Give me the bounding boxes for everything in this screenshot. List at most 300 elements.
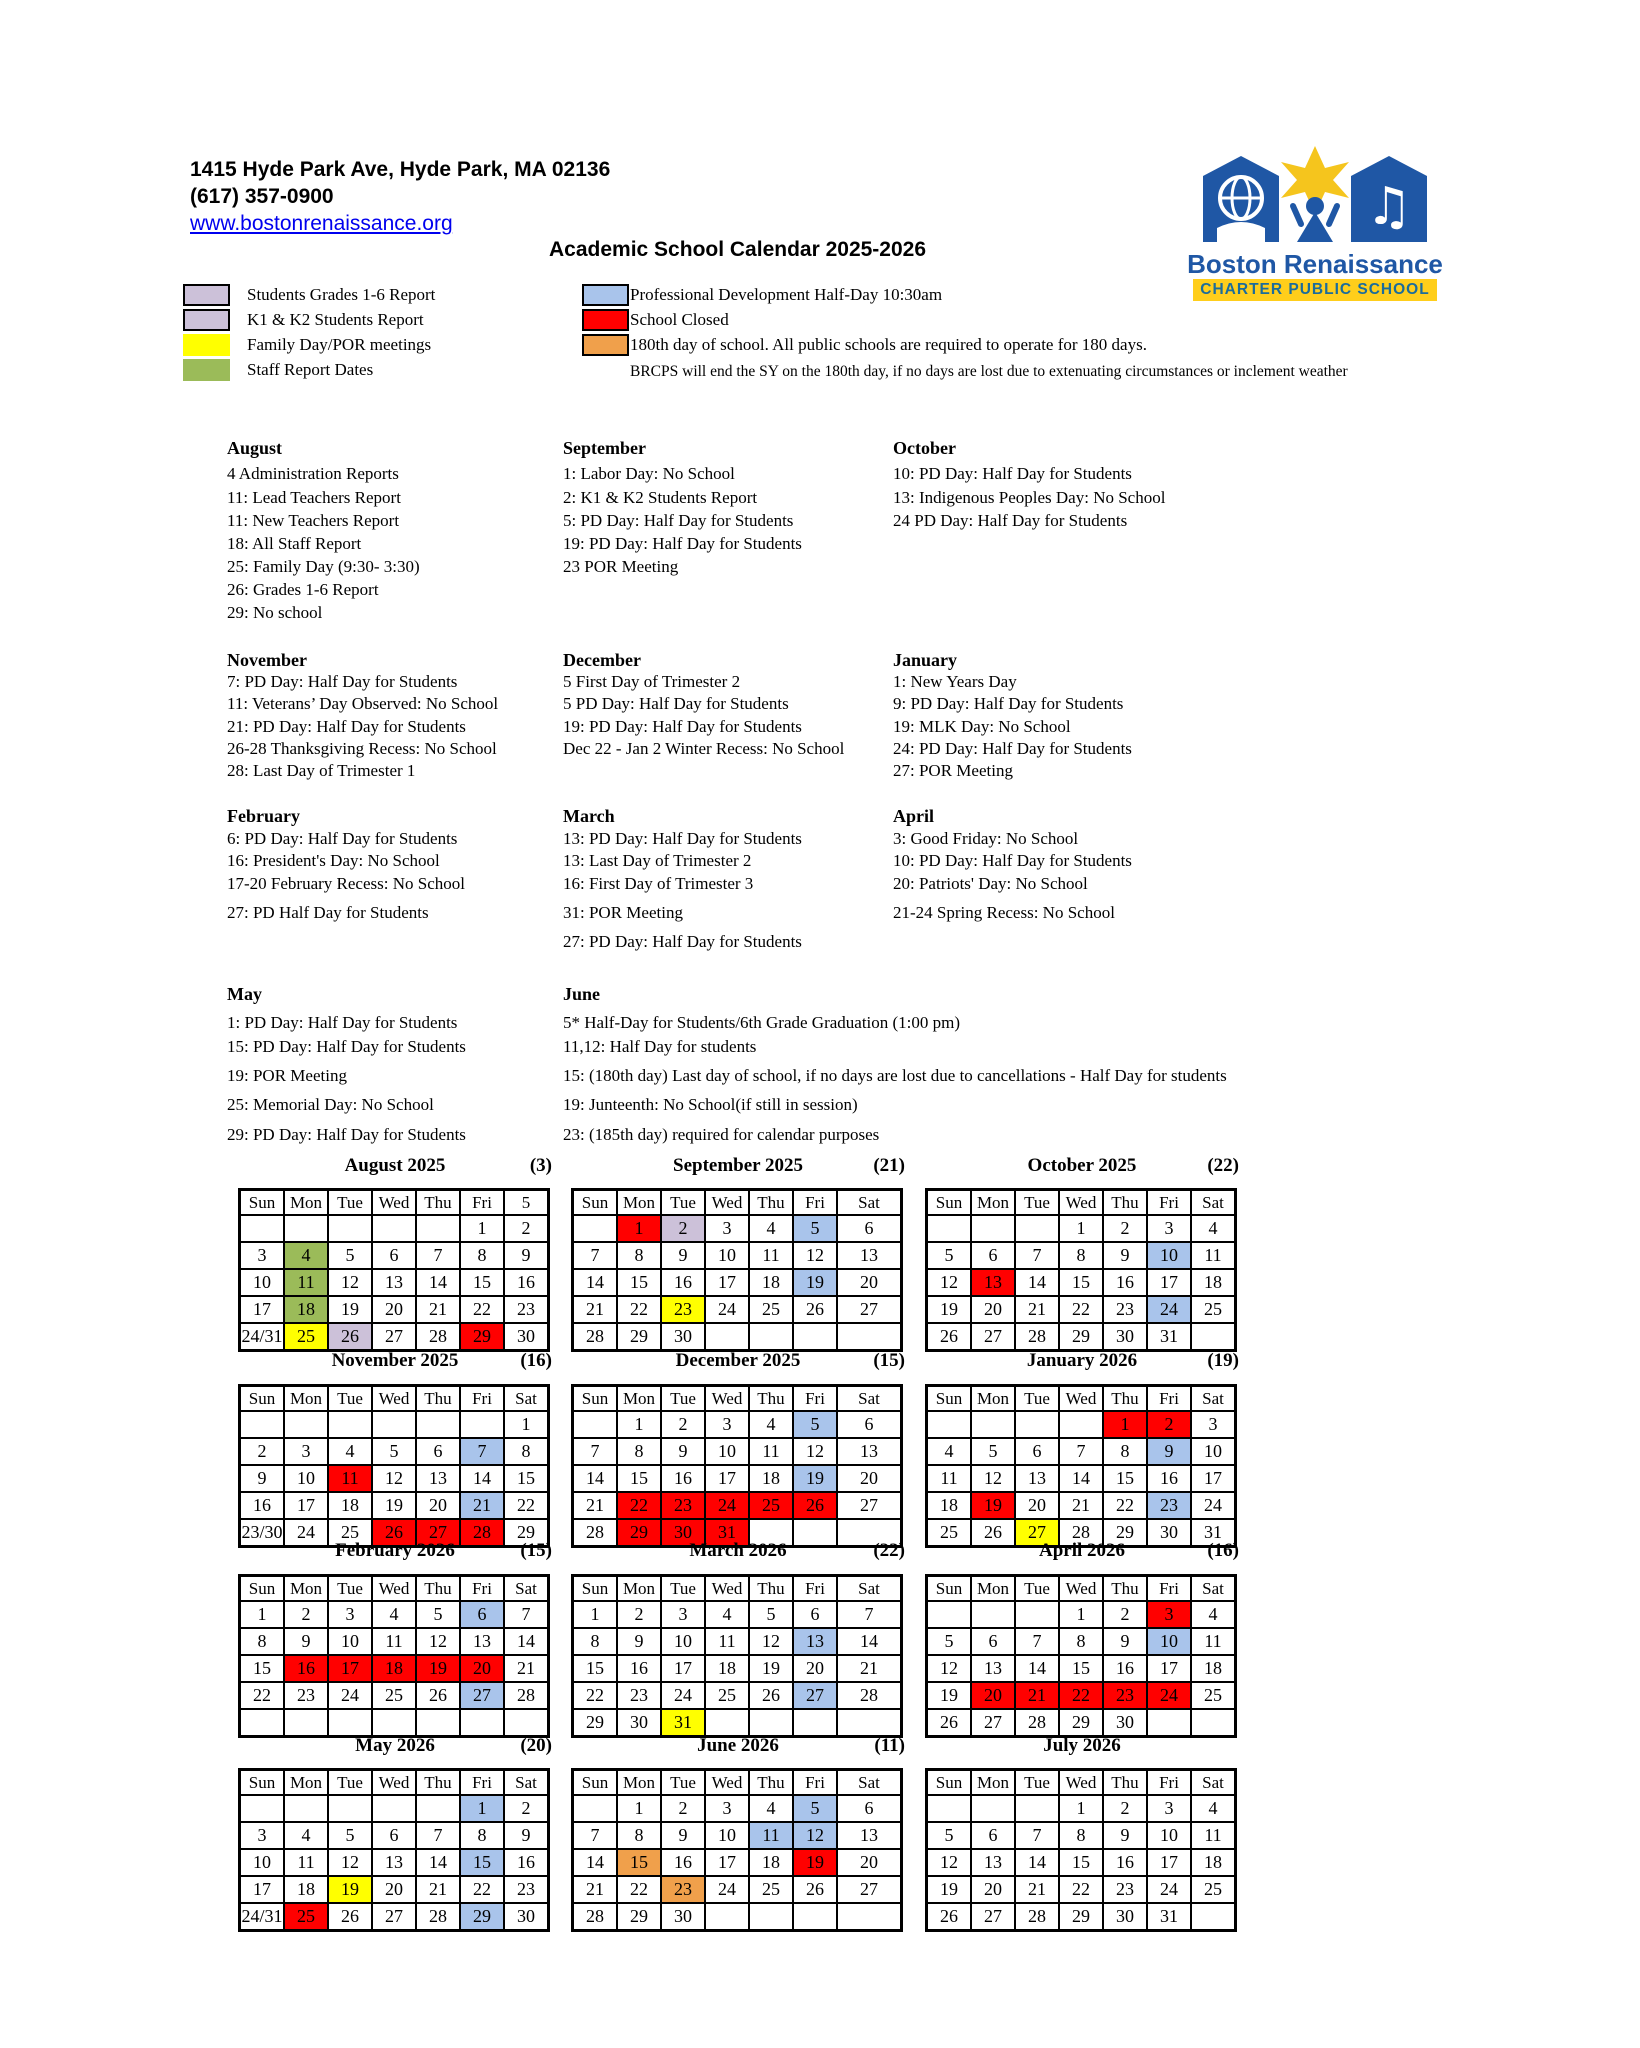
calendar-weekday-header: Tue (661, 1190, 705, 1216)
calendar-month-label: August 2025 (344, 1155, 446, 1176)
calendar-day-cell: 2 (661, 1411, 705, 1438)
calendar-day-cell: 4 (749, 1215, 793, 1242)
calendar-weekday-header: Tue (328, 1770, 372, 1796)
logo-tagline: CHARTER PUBLIC SCHOOL (1193, 279, 1436, 301)
calendar-day-cell: 9 (617, 1628, 661, 1655)
calendar-day-cell: 8 (617, 1822, 661, 1849)
calendar-day-cell: 11 (328, 1465, 372, 1492)
calendar-day-cell: 25 (749, 1492, 793, 1519)
event-item: 18: All Staff Report (227, 534, 362, 553)
calendar-weekday-header: Fri (793, 1386, 837, 1412)
calendar-day-cell: 26 (927, 1903, 972, 1931)
calendar-day-cell: 22 (617, 1296, 661, 1323)
event-item: 13: PD Day: Half Day for Students (563, 829, 802, 848)
month-events-december (563, 650, 845, 758)
calendar-day-cell: 15 (617, 1849, 661, 1876)
calendar-weekday-header: Tue (1015, 1770, 1059, 1796)
calendar-empty-cell (705, 1323, 749, 1351)
calendar-day-cell: 21 (837, 1655, 902, 1682)
calendar-day-cell: 15 (617, 1269, 661, 1296)
calendar-empty-cell (372, 1411, 416, 1438)
calendar-day-cell: 28 (573, 1519, 618, 1547)
calendar-empty-cell (749, 1323, 793, 1351)
month-events-april (893, 806, 1132, 922)
calendar-day-cell: 22 (460, 1876, 504, 1903)
event-item: 13: Indigenous Peoples Day: No School (893, 488, 1166, 507)
calendar-weekday-header: Wed (705, 1576, 749, 1602)
calendar-day-cell: 19 (749, 1655, 793, 1682)
calendar-day-cell: 17 (1147, 1655, 1191, 1682)
calendar-day-cell: 24 (661, 1682, 705, 1709)
calendar-day-cell: 22 (1103, 1492, 1147, 1519)
event-item: 4 Administration Reports (227, 464, 399, 483)
calendar-day-cell: 4 (927, 1438, 972, 1465)
calendar-weekday-header: Wed (1059, 1770, 1103, 1796)
calendar-day-cell: 28 (837, 1682, 902, 1709)
calendar-empty-cell (971, 1215, 1015, 1242)
calendar-weekday-header: Sat (504, 1386, 549, 1412)
calendar-day-cell: 4 (705, 1601, 749, 1628)
calendar-day-cell: 5 (793, 1795, 837, 1822)
calendar-weekday-header: Wed (705, 1770, 749, 1796)
calendar-day-count: (19) (1207, 1350, 1239, 1371)
calendar-weekday-header: Tue (328, 1576, 372, 1602)
calendar-day-count: (22) (873, 1540, 905, 1561)
calendar-day-cell: 16 (661, 1465, 705, 1492)
calendar-grid-may-2026 (238, 1768, 550, 1932)
calendar-day-cell: 9 (661, 1242, 705, 1269)
calendar-day-cell: 3 (1147, 1795, 1191, 1822)
calendar-day-cell: 7 (1015, 1242, 1059, 1269)
calendar-day-cell: 10 (1191, 1438, 1236, 1465)
calendar-day-cell: 15 (240, 1655, 285, 1682)
calendar-day-cell: 29 (504, 1519, 549, 1547)
calendar-weekday-header: Sat (504, 1576, 549, 1602)
calendar-day-cell: 26 (372, 1519, 416, 1547)
calendar-day-cell: 6 (416, 1438, 460, 1465)
calendar-day-cell: 6 (372, 1242, 416, 1269)
calendar-day-cell: 1 (573, 1601, 618, 1628)
calendar-day-cell: 23 (1147, 1492, 1191, 1519)
calendar-day-cell: 16 (1103, 1655, 1147, 1682)
calendar-day-cell: 13 (971, 1849, 1015, 1876)
calendar-empty-cell (328, 1215, 372, 1242)
calendar-weekday-header: Fri (460, 1576, 504, 1602)
calendar-day-cell: 3 (705, 1411, 749, 1438)
calendar-weekday-header: Tue (328, 1386, 372, 1412)
calendar-day-cell: 3 (661, 1601, 705, 1628)
calendar-title (925, 1540, 1239, 1562)
calendar-day-cell: 23 (1103, 1682, 1147, 1709)
calendar-weekday-header: Fri (793, 1576, 837, 1602)
calendar-empty-cell (573, 1215, 618, 1242)
calendar-day-cell: 27 (837, 1296, 902, 1323)
calendar-day-cell: 8 (573, 1628, 618, 1655)
calendar-weekday-header: Tue (661, 1386, 705, 1412)
calendar-day-cell: 18 (1191, 1655, 1236, 1682)
calendar-day-cell: 22 (617, 1876, 661, 1903)
calendar-title (571, 1350, 905, 1372)
calendar-day-cell: 20 (971, 1682, 1015, 1709)
calendar-day-cell: 10 (1147, 1628, 1191, 1655)
calendar-day-cell: 18 (705, 1655, 749, 1682)
calendar-day-cell: 20 (793, 1655, 837, 1682)
calendar-day-cell: 7 (573, 1242, 618, 1269)
calendar-empty-cell (1015, 1601, 1059, 1628)
calendar-weekday-header: Fri (1147, 1386, 1191, 1412)
calendar-day-cell: 18 (749, 1269, 793, 1296)
calendar-day-cell: 9 (1103, 1822, 1147, 1849)
calendar-day-cell: 4 (749, 1411, 793, 1438)
calendar-day-cell: 23 (1103, 1876, 1147, 1903)
event-item: 29: No school (227, 603, 323, 622)
school-website-link[interactable]: www.bostonrenaissance.org (190, 212, 453, 235)
calendar-day-cell: 3 (240, 1242, 285, 1269)
calendar-month-label: February 2026 (335, 1540, 455, 1561)
calendar-weekday-header: Fri (793, 1770, 837, 1796)
calendar-day-cell: 17 (1147, 1849, 1191, 1876)
calendar-grid-july-2026 (925, 1768, 1237, 1932)
calendar-empty-cell (749, 1709, 793, 1737)
calendar-empty-cell (284, 1709, 328, 1737)
calendar-day-cell: 28 (504, 1682, 549, 1709)
calendar-day-cell: 12 (328, 1269, 372, 1296)
calendar-day-cell: 19 (793, 1849, 837, 1876)
calendar-day-cell: 11 (1191, 1822, 1236, 1849)
calendar-day-count: (22) (1207, 1155, 1239, 1176)
calendar-day-cell: 24 (1147, 1682, 1191, 1709)
calendar-day-cell: 3 (240, 1822, 285, 1849)
calendar-day-cell: 6 (837, 1411, 902, 1438)
calendar-weekday-header: Fri (460, 1386, 504, 1412)
legend-label: Students Grades 1-6 Report (247, 285, 436, 304)
month-events-october (893, 438, 1166, 530)
calendar-day-cell: 10 (1147, 1822, 1191, 1849)
calendar-day-cell: 7 (1015, 1822, 1059, 1849)
calendar-empty-cell (1191, 1323, 1236, 1351)
calendar-day-cell: 31 (1147, 1903, 1191, 1931)
calendar-title (571, 1735, 905, 1757)
legend-swatch (183, 359, 230, 381)
calendar-day-cell: 18 (1191, 1849, 1236, 1876)
calendar-day-cell: 21 (416, 1296, 460, 1323)
calendar-day-cell: 12 (416, 1628, 460, 1655)
calendar-day-cell: 11 (372, 1628, 416, 1655)
calendar-day-cell: 15 (460, 1269, 504, 1296)
calendar-day-cell: 25 (1191, 1296, 1236, 1323)
calendar-day-cell: 21 (1015, 1296, 1059, 1323)
calendar-day-cell: 17 (240, 1296, 285, 1323)
calendar-day-cell: 26 (927, 1323, 972, 1351)
calendar-day-cell: 22 (504, 1492, 549, 1519)
calendar-weekday-header: Thu (416, 1386, 460, 1412)
calendar-day-cell: 23 (504, 1876, 549, 1903)
calendar-day-cell: 3 (1191, 1411, 1236, 1438)
calendar-weekday-header: Sat (1191, 1770, 1236, 1796)
calendar-day-cell: 1 (1059, 1795, 1103, 1822)
event-item: 15: PD Day: Half Day for Students (227, 1037, 466, 1056)
month-events-title: March (563, 806, 615, 826)
calendar-weekday-header: Sat (837, 1386, 902, 1412)
calendar-weekday-header: Fri (1147, 1576, 1191, 1602)
event-item: 20: Patriots' Day: No School (893, 874, 1088, 893)
calendar-empty-cell (971, 1601, 1015, 1628)
calendar-day-cell: 30 (1103, 1709, 1147, 1737)
calendar-day-cell: 23 (284, 1682, 328, 1709)
calendar-day-cell: 8 (1059, 1822, 1103, 1849)
calendar-weekday-header: Sun (573, 1386, 618, 1412)
calendar-day-cell: 30 (661, 1323, 705, 1351)
month-events-march (563, 806, 802, 951)
calendar-day-cell: 2 (240, 1438, 285, 1465)
calendar-weekday-header: Sat (837, 1190, 902, 1216)
calendar-empty-cell (460, 1709, 504, 1737)
event-item: 23: (185th day) required for calendar purposes (563, 1125, 880, 1144)
calendar-weekday-header: Sun (573, 1190, 618, 1216)
calendar-day-cell: 25 (749, 1296, 793, 1323)
event-item: 1: PD Day: Half Day for Students (227, 1013, 458, 1032)
calendar-day-cell: 1 (504, 1411, 549, 1438)
calendar-day-cell: 21 (573, 1876, 618, 1903)
event-item: 5 PD Day: Half Day for Students (563, 694, 789, 713)
calendar-day-cell: 13 (837, 1242, 902, 1269)
calendar-day-cell: 5 (793, 1215, 837, 1242)
event-item: 19: POR Meeting (227, 1066, 347, 1085)
calendar-day-cell: 12 (793, 1242, 837, 1269)
event-item: 15: (180th day) Last day of school, if no days are lost due to cancellations - Half Day for students (563, 1066, 1227, 1085)
calendar-day-cell: 28 (1015, 1323, 1059, 1351)
calendar-day-cell: 5 (927, 1242, 972, 1269)
calendar-day-cell: 8 (1103, 1438, 1147, 1465)
calendar-day-cell: 3 (705, 1215, 749, 1242)
calendar-day-cell: 10 (705, 1438, 749, 1465)
calendar-day-cell: 19 (971, 1492, 1015, 1519)
calendar-empty-cell (416, 1215, 460, 1242)
calendar-day-cell: 15 (573, 1655, 618, 1682)
calendar-weekday-header: Mon (617, 1770, 661, 1796)
school-logo (1182, 146, 1448, 301)
calendar-day-cell: 7 (416, 1822, 460, 1849)
month-events-title: November (227, 650, 307, 670)
calendar-title (571, 1155, 905, 1177)
calendar-day-cell: 13 (793, 1628, 837, 1655)
calendar-day-cell: 11 (284, 1849, 328, 1876)
calendar-weekday-header: Tue (661, 1576, 705, 1602)
calendar-day-cell: 24 (1191, 1492, 1236, 1519)
calendar-grid-august-2025 (238, 1188, 550, 1352)
calendar-weekday-header: Wed (1059, 1190, 1103, 1216)
calendar-day-cell: 11 (749, 1242, 793, 1269)
page-title: Academic School Calendar 2025-2026 (549, 238, 927, 261)
calendar-day-cell: 21 (1015, 1682, 1059, 1709)
calendar-day-cell: 11 (705, 1628, 749, 1655)
calendar-day-cell: 29 (460, 1903, 504, 1931)
calendar-day-cell: 21 (460, 1492, 504, 1519)
calendar-day-cell: 10 (661, 1628, 705, 1655)
calendar-day-cell: 30 (504, 1903, 549, 1931)
calendar-month-label: December 2025 (675, 1350, 801, 1371)
event-item: 29: PD Day: Half Day for Students (227, 1125, 466, 1144)
calendar-day-cell: 19 (927, 1876, 972, 1903)
calendar-day-cell: 28 (573, 1903, 618, 1931)
calendar-grid-april-2026 (925, 1574, 1237, 1738)
calendar-day-cell: 24/31 (240, 1903, 285, 1931)
calendar-day-cell: 21 (573, 1296, 618, 1323)
calendar-empty-cell (837, 1903, 902, 1931)
calendar-weekday-header: Wed (705, 1190, 749, 1216)
calendar-empty-cell (971, 1795, 1015, 1822)
calendar-day-cell: 8 (460, 1822, 504, 1849)
calendar-day-cell: 6 (1015, 1438, 1059, 1465)
event-item: 16: President's Day: No School (227, 851, 440, 870)
calendar-empty-cell (927, 1411, 972, 1438)
calendar-day-cell: 25 (927, 1519, 972, 1547)
calendar-day-cell: 11 (927, 1465, 972, 1492)
calendar-empty-cell (240, 1709, 285, 1737)
month-events-june (563, 984, 1227, 1144)
calendar-day-cell: 21 (416, 1876, 460, 1903)
calendar-weekday-header: Thu (749, 1386, 793, 1412)
calendar-weekday-header: Thu (749, 1576, 793, 1602)
calendar-day-cell: 13 (372, 1269, 416, 1296)
calendar-empty-cell (927, 1795, 972, 1822)
calendar-day-cell: 4 (284, 1822, 328, 1849)
calendar-day-cell: 13 (837, 1822, 902, 1849)
calendar-weekday-header: Thu (416, 1770, 460, 1796)
calendar-day-cell: 1 (617, 1795, 661, 1822)
calendar-day-count: (16) (520, 1350, 552, 1371)
calendar-grid-october-2025 (925, 1188, 1237, 1352)
calendar-day-cell: 2 (617, 1601, 661, 1628)
calendar-day-cell: 20 (971, 1296, 1015, 1323)
calendar-weekday-header: Mon (971, 1576, 1015, 1602)
event-item: 5 First Day of Trimester 2 (563, 672, 741, 691)
calendar-day-cell: 28 (1015, 1709, 1059, 1737)
calendar-day-cell: 22 (573, 1682, 618, 1709)
calendar-weekday-header: Sat (504, 1770, 549, 1796)
calendar-day-cell: 3 (328, 1601, 372, 1628)
calendar-day-cell: 17 (1147, 1269, 1191, 1296)
calendar-weekday-header: Sat (1191, 1386, 1236, 1412)
calendar-empty-cell (328, 1411, 372, 1438)
calendar-day-cell: 6 (971, 1822, 1015, 1849)
legend-swatch (582, 284, 629, 306)
calendar-day-cell: 20 (1015, 1492, 1059, 1519)
calendar-day-cell: 16 (1147, 1465, 1191, 1492)
calendar-grid-december-2025 (571, 1384, 903, 1548)
calendar-day-cell: 28 (573, 1323, 618, 1351)
event-item: 27: PD Half Day for Students (227, 903, 429, 922)
calendar-empty-cell (837, 1709, 902, 1737)
calendar-grid-june-2026 (571, 1768, 903, 1932)
calendar-empty-cell (240, 1795, 285, 1822)
legend-swatch (183, 284, 230, 306)
calendar-day-cell: 14 (1015, 1849, 1059, 1876)
calendar-day-cell: 15 (504, 1465, 549, 1492)
calendar-day-cell: 2 (661, 1215, 705, 1242)
calendar-day-cell: 29 (1059, 1709, 1103, 1737)
calendar-weekday-header: Sun (240, 1386, 285, 1412)
calendar-day-cell: 26 (328, 1903, 372, 1931)
event-item: 19: PD Day: Half Day for Students (563, 717, 802, 736)
calendar-day-cell: 30 (1147, 1519, 1191, 1547)
calendar-day-cell: 26 (749, 1682, 793, 1709)
calendar-day-cell: 15 (1103, 1465, 1147, 1492)
calendar-day-cell: 2 (504, 1215, 549, 1242)
calendar-day-cell: 25 (1191, 1682, 1236, 1709)
calendar-day-cell: 12 (927, 1655, 972, 1682)
legend-label: 180th day of school. All public schools are required to operate for 180 days. (630, 335, 1147, 354)
event-item: 27: PD Day: Half Day for Students (563, 932, 802, 951)
calendar-day-cell: 13 (372, 1849, 416, 1876)
event-item: 31: POR Meeting (563, 903, 683, 922)
calendar-title (238, 1540, 552, 1562)
calendar-title (925, 1735, 1239, 1757)
calendar-weekday-header: Tue (328, 1190, 372, 1216)
calendar-day-cell: 21 (504, 1655, 549, 1682)
legend-swatch (183, 309, 230, 331)
calendar-day-cell: 20 (837, 1465, 902, 1492)
calendar-weekday-header: Sun (927, 1770, 972, 1796)
calendar-empty-cell (793, 1903, 837, 1931)
calendar-day-cell: 2 (1147, 1411, 1191, 1438)
calendar-day-cell: 9 (661, 1438, 705, 1465)
event-item: 3: Good Friday: No School (893, 829, 1079, 848)
calendar-day-cell: 30 (1103, 1903, 1147, 1931)
calendar-day-cell: 31 (661, 1709, 705, 1737)
calendar-day-cell: 12 (328, 1849, 372, 1876)
calendar-day-cell: 13 (971, 1655, 1015, 1682)
calendar-day-cell: 22 (1059, 1296, 1103, 1323)
calendar-day-cell: 24 (1147, 1876, 1191, 1903)
calendar-day-cell: 12 (927, 1269, 972, 1296)
calendar-day-cell: 18 (284, 1296, 328, 1323)
calendar-day-cell: 15 (1059, 1849, 1103, 1876)
month-events-november (227, 650, 499, 780)
calendar-empty-cell (372, 1215, 416, 1242)
calendar-day-cell: 21 (1015, 1876, 1059, 1903)
calendar-day-cell: 16 (284, 1655, 328, 1682)
calendar-weekday-header: Sat (837, 1576, 902, 1602)
calendar-title (925, 1350, 1239, 1372)
calendar-day-cell: 27 (971, 1709, 1015, 1737)
calendar-weekday-header: Fri (1147, 1770, 1191, 1796)
calendar-day-cell: 4 (328, 1438, 372, 1465)
calendar-day-cell: 28 (460, 1519, 504, 1547)
calendar-weekday-header: Sun (573, 1770, 618, 1796)
calendar-day-cell: 25 (1191, 1876, 1236, 1903)
event-item: 19: Junteenth: No School(if still in session) (563, 1095, 858, 1114)
calendar-weekday-header: Fri (1147, 1190, 1191, 1216)
calendar-day-cell: 30 (1103, 1323, 1147, 1351)
calendar-title (925, 1155, 1239, 1177)
calendar-day-cell: 11 (284, 1269, 328, 1296)
calendar-day-cell: 18 (749, 1849, 793, 1876)
calendar-weekday-header: Sun (573, 1576, 618, 1602)
calendar-day-cell: 12 (793, 1822, 837, 1849)
calendar-day-cell: 13 (837, 1438, 902, 1465)
calendar-day-cell: 25 (284, 1903, 328, 1931)
calendar-day-cell: 18 (927, 1492, 972, 1519)
calendar-day-cell: 12 (971, 1465, 1015, 1492)
calendar-day-cell: 29 (617, 1323, 661, 1351)
calendar-weekday-header: Mon (617, 1386, 661, 1412)
calendar-day-cell: 9 (1147, 1438, 1191, 1465)
calendar-day-cell: 20 (971, 1876, 1015, 1903)
calendar-day-cell: 9 (284, 1628, 328, 1655)
calendar-weekday-header: Wed (1059, 1576, 1103, 1602)
calendar-day-cell: 8 (240, 1628, 285, 1655)
